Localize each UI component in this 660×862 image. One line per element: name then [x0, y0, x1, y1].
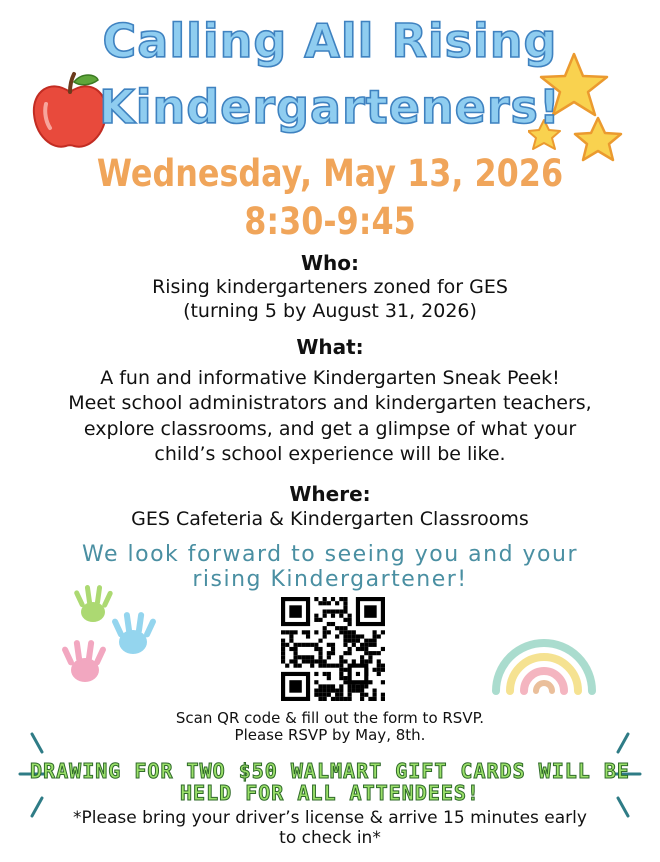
rsvp-deadline: Please RSVP by May, 8th. [234, 726, 426, 744]
note-line-2: to check in* [279, 828, 381, 848]
rsvp-instruction: Scan QR code & fill out the form to RSVP. [175, 709, 485, 727]
flyer-title-line-2: Kindergarteners! [99, 80, 561, 134]
what-line-2: Meet school administrators and kindergarten teachers, [68, 392, 592, 414]
what-line-4: child’s school experience will be like. [154, 443, 506, 465]
where-heading: Where: [289, 482, 371, 506]
note-line-1: *Please bring your driver’s license & arrive 15 minutes early [73, 808, 587, 828]
where-line-1: GES Cafeteria & Kindergarten Classrooms [131, 508, 529, 530]
what-line-3: explore classrooms, and get a glimpse of what your [83, 418, 577, 440]
who-heading: Who: [300, 251, 360, 275]
who-line-1: Rising kindergarteners zoned for GES [152, 276, 508, 298]
flyer-title-line-1: Calling All Rising [102, 14, 558, 68]
closing-line-2: rising Kindergartener! [192, 567, 468, 592]
drawing-line-1: DRAWING FOR TWO $50 WALMART GIFT CARDS WILL BE [30, 759, 630, 783]
event-date: Wednesday, May 13, 2026 [96, 152, 564, 195]
event-time: 8:30-9:45 [244, 200, 416, 243]
rainbow-icon [488, 605, 600, 695]
closing-line-1: We look forward to seeing you and your [82, 542, 578, 567]
handprints-icon [55, 582, 165, 702]
who-line-2: (turning 5 by August 31, 2026) [183, 300, 477, 322]
qr-code-icon[interactable] [281, 597, 385, 701]
what-heading: What: [296, 335, 364, 359]
what-line-1: A fun and informative Kindergarten Sneak Peek! [100, 367, 560, 389]
drawing-line-2: HELD FOR ALL ATTENDEES! [180, 781, 480, 805]
